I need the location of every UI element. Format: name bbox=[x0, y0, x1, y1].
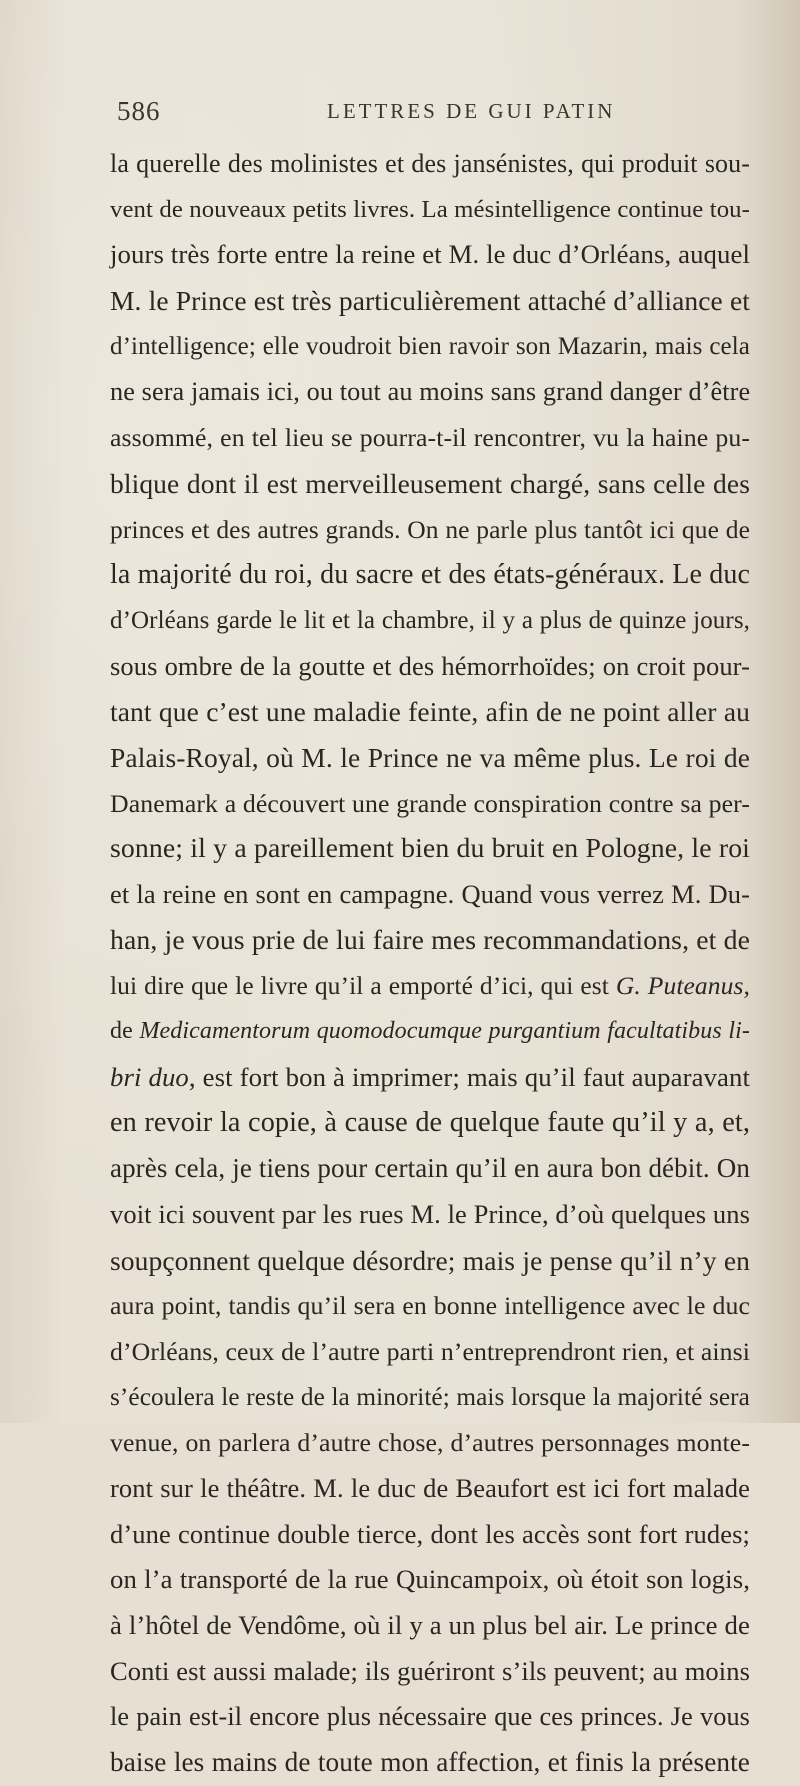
text-line: on l’a transporté de la rue Quincampoix, où étoit son logis, bbox=[110, 1564, 750, 1595]
book-title-italic-end: bri duo bbox=[110, 1061, 189, 1092]
text-line: la querelle des molinistes et des jansénistes, qui produit sou- bbox=[110, 149, 750, 178]
text-line: s’écoulera le reste de la minorité; mais lorsque la majorité sera bbox=[110, 1382, 750, 1411]
text-line: princes et des autres grands. On ne parle plus tantôt ici que de bbox=[110, 514, 750, 544]
book-title-italic: Medicamentorum quomodocumque purgantium facultatibus li- bbox=[139, 1018, 750, 1045]
text-line: après cela, je tiens pour certain qu’il en aura bon débit. On bbox=[110, 1153, 750, 1184]
text-line: assommé, en tel lieu se pourra-t-il rencontrer, vu la haine pu- bbox=[110, 423, 750, 453]
text-segment: lui dire que le livre qu’il a emporté d’ici, qui est bbox=[110, 971, 609, 1001]
text-line: d’Orléans garde le lit et la chambre, il y a plus de quinze jours, bbox=[110, 606, 750, 634]
page-number: 586 bbox=[117, 96, 161, 126]
text-line: vent de nouveaux petits livres. La mésintelligence continue tou- bbox=[110, 195, 750, 223]
text-segment: , est fort bon à imprimer; mais qu’il faut auparavant bbox=[188, 1061, 751, 1092]
text-line: Danemark a découvert une grande conspiration contre sa per- bbox=[110, 788, 750, 818]
author-name-italic: G. Puteanus, bbox=[615, 971, 750, 1001]
text-line-with-citation bbox=[110, 963, 750, 1009]
text-line: Palais-Royal, où M. le Prince ne va même plus. Le roi de bbox=[110, 741, 750, 773]
text-line: voit ici souvent par les rues M. le Prince, d’où quelques uns bbox=[110, 1198, 750, 1229]
text-line: sous ombre de la goutte et des hémorrhoïdes; on croit pour- bbox=[110, 650, 750, 681]
text-line: sonne; il y a pareillement bien du bruit en Pologne, le roi bbox=[110, 833, 750, 865]
text-line: baise les mains de toute mon affection, et finis la présente bbox=[110, 1747, 750, 1778]
text-line: M. le Prince est très particulièrement attaché d’alliance et bbox=[110, 285, 750, 317]
text-line: et la reine en sont en campagne. Quand vous verrez M. Du- bbox=[110, 879, 750, 909]
text-segment: de bbox=[110, 1018, 140, 1045]
text-line: d’une continue double tierce, dont les accès sont fort rudes; bbox=[110, 1518, 750, 1549]
text-line: soupçonnent quelque désordre; mais je pense qu’il n’y en bbox=[110, 1244, 750, 1276]
text-line: tant que c’est une maladie feinte, afin de ne point aller au bbox=[110, 696, 750, 728]
text-line-book-title bbox=[110, 1009, 750, 1055]
text-line: Conti est aussi malade; ils guériront s’ils peuvent; au moins bbox=[110, 1655, 750, 1686]
text-line: venue, on parlera d’autre chose, d’autres personnages monte- bbox=[110, 1428, 750, 1458]
text-line: à l’hôtel de Vendôme, où il y a un plus bel air. Le prince de bbox=[110, 1610, 750, 1640]
text-line: ront sur le théâtre. M. le duc de Beaufort est ici fort malade bbox=[110, 1472, 750, 1503]
running-head bbox=[117, 96, 717, 136]
text-line: blique dont il est merveilleusement chargé, sans celle des bbox=[110, 467, 750, 499]
text-line: aura point, tandis qu’il sera en bonne intelligence avec le duc bbox=[110, 1291, 750, 1321]
text-line: en revoir la copie, à cause de quelque faute qu’il y a, et, bbox=[110, 1107, 750, 1139]
running-title: LETTRES DE GUI PATIN bbox=[327, 99, 616, 123]
text-line: jours très forte entre la reine et M. le duc d’Orléans, auquel bbox=[110, 239, 750, 270]
text-line: le pain est-il encore plus nécessaire que ces princes. Je vous bbox=[110, 1702, 750, 1732]
text-line: han, je vous prie de lui faire mes recommandations, et de bbox=[110, 924, 750, 956]
text-line: d’intelligence; elle voudroit bien ravoir son Mazarin, mais cela bbox=[110, 332, 750, 360]
text-line-book-title-end bbox=[110, 1055, 750, 1101]
text-line: la majorité du roi, du sacre et des états-généraux. Le duc bbox=[110, 559, 750, 591]
text-line: d’Orléans, ceux de l’autre parti n’entreprendront rien, et ainsi bbox=[110, 1336, 750, 1366]
text-line: ne sera jamais ici, ou tout au moins sans grand danger d’être bbox=[110, 377, 751, 407]
body-text bbox=[110, 141, 750, 1786]
